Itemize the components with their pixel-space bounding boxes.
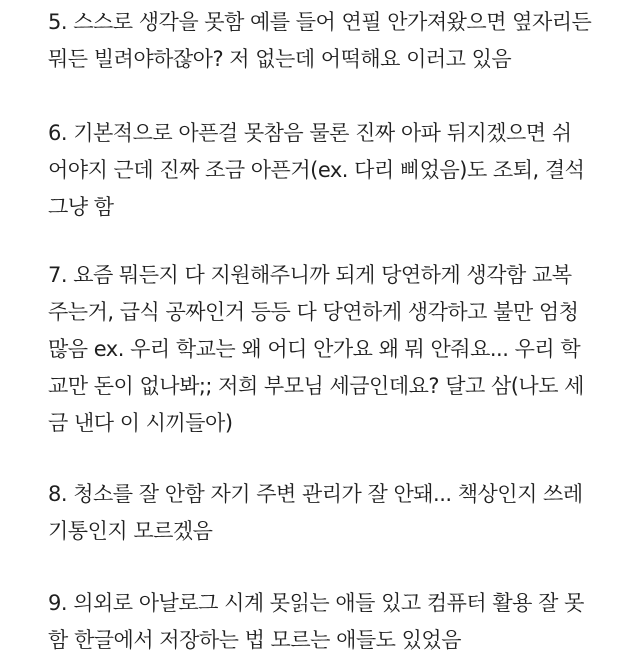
list-item bbox=[48, 476, 628, 550]
item-line: 많음 ex. 우리 학교는 왜 어디 안가요 왜 뭐 안줘요... 우리 학 bbox=[48, 337, 581, 361]
item-line: 9. 의외로 아날로그 시계 못읽는 애들 있고 컴퓨터 활용 잘 못 bbox=[48, 591, 584, 615]
item-line: 5. 스스로 생각을 못함 예를 들어 연필 안가져왔으면 옆자리든 bbox=[48, 10, 592, 34]
item-line: 교만 돈이 없나봐;; 저희 부모님 세금인데요? 달고 삼(나도 세 bbox=[48, 374, 584, 398]
item-line: 8. 청소를 잘 안함 자기 주변 관리가 잘 안돼... 책상인지 쓰레 bbox=[48, 482, 583, 506]
list-item bbox=[48, 4, 628, 78]
item-line: 금 낸다 이 시끼들아) bbox=[48, 411, 233, 435]
item-line: 주는거, 급식 공짜인거 등등 다 당연하게 생각하고 불만 엄청 bbox=[48, 300, 579, 324]
list-item bbox=[48, 257, 628, 442]
item-line: 기통인지 모르겠음 bbox=[48, 519, 213, 543]
list-item bbox=[48, 585, 628, 659]
list-item bbox=[48, 115, 628, 226]
item-line: 그냥 함 bbox=[48, 195, 114, 219]
item-line: 7. 요즘 뭐든지 다 지원해주니까 되게 당연하게 생각함 교복 bbox=[48, 263, 572, 287]
item-line: 뭐든 빌려야하잖아? 저 없는데 어떡해요 이러고 있음 bbox=[48, 47, 512, 71]
item-line: 함 한글에서 저장하는 법 모르는 애들도 있었음 bbox=[48, 628, 461, 652]
item-line: 어야지 근데 진짜 조금 아픈거(ex. 다리 삐었음)도 조퇴, 결석 bbox=[48, 158, 585, 182]
item-line: 6. 기본적으로 아픈걸 못참음 물론 진짜 아파 뒤지겠으면 쉬 bbox=[48, 121, 572, 145]
